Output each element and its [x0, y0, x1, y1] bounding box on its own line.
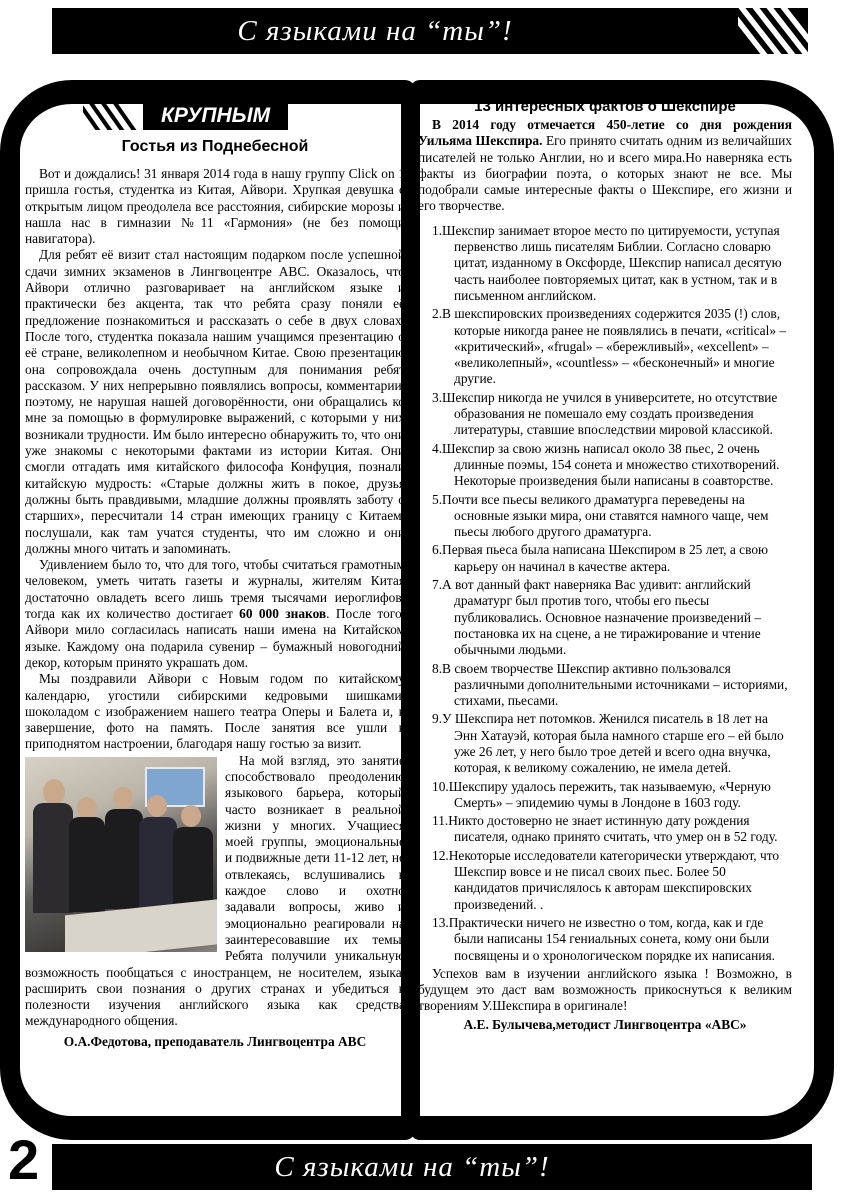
right-signature: А.Е. Булычева,методист Лингвоцентра «АВС» [463, 1016, 747, 1032]
list-item: 11.Никто достоверно не знает истинную дату рождения писателя, однако принято считать, что умер он в 52 году. [432, 813, 778, 845]
header-bar [52, 8, 808, 54]
article-paragraph: Для ребят её визит стал настоящим подарком после успешной сдачи зимних экзаменов в Лингвоцентре АВС. Оказалось, что Айвори отлично разговаривает на английском языке и практически без акцента, так что ребята сразу поняли её предложение познакомиться и рассказать о себе в двух словах. После того, студентка показала нашим учащимся презентацию о её стране, великолепном и необычном Китае. Свою презентацию она сопровождала очень доступным для понимания ребят рассказом. У них непрерывно появлялись вопросы, комментарии, поэтому, не нарушая нашей договорённости, они обращались ко мне за помощью в формулировке выражений, с которыми у них возникали трудности. Им было интересно обнаружить то, что они уже знакомы с некоторыми фактами из истории Китая. Они смогли отгадать имя китайского философа Конфуция, познали китайскую мудрость: «Старые должны жить в покое, друзья должны быть правдивыми, младшие должны проявлять заботу о старших», пересчитали 14 стран имеющих границу с Китаем, послушали, как там учатся студенты, что им сложно и они должны много читать и запоминать. [25, 247, 405, 556]
list-item: 13.Практически ничего не известно о том, когда, как и где были написаны 154 гениальных сонета, кому они были посвящены и о хронологическом порядке их написания. [432, 914, 775, 963]
footer-bar [52, 1144, 812, 1190]
facts-list [418, 223, 792, 964]
list-item: 1.Шекспир занимает второе место по цитируемости, уступая первенство лишь писателям Библии. Согласно словарю цитат, изданному в Оксфорде, Шекспир написал десятую часть наиболее повторяемых цитат, как в устном, так и в письменном английском. [432, 222, 782, 303]
person-body [33, 803, 73, 913]
rubric [25, 102, 405, 132]
list-item: 8.В своем творчестве Шекспир активно пользовался различными дополнительными источниками – историями, стихами, пьесами. [432, 660, 788, 709]
list-item: 12.Некоторые исследователи категорически утверждают, что Шекспир вовсе и не писал своих пьес. Более 50 кандидатов причислялось к авторам шекспировских произведений. . [432, 847, 780, 912]
list-item: 4.Шекспир за свою жизнь написал около 38 пьес, 2 очень длинные поэмы, 154 сонета и множество стихотворений. Некоторые произведения были написаны в соавторстве. [432, 440, 780, 489]
footer-title: С языками на “ты”! [274, 1151, 550, 1183]
article-paragraph: Мы поздравили Айвори с Новым годом по китайскому календарю, угостили сибирскими кедровыми шишками, шоколадом с изображением нашего театра Оперы и Балета и, в завершение, фото на память. После занятия все ушли в приподнятом настроении, благодаря нашу гостью за визит. [25, 671, 405, 752]
left-article-title: Гостья из Поднебесной [121, 138, 309, 155]
para3-text-end: . После того, Айвори мило согласилась написать наши имена на Китайском языке. Каждому она подарила сувенир – бумажный новогодний декор, которым принято украшать дом. [25, 606, 405, 670]
left-article [25, 102, 405, 1050]
para3-bold: 60 000 знаков [239, 606, 327, 622]
intro-bold: В 2014 году отмечается 450-летие со дня рождения Уильяма Шекспира. [418, 117, 792, 149]
article-paragraph: Вот и дождались! 31 января 2014 года в нашу группу Click on 1 пришла гостья, студентка из Китая, Айвори. Хрупкая девушка с открытым лицом преодолела все расстояния, сибирские морозы и нашла нас в гимназии №11 «Гармония» (не без помощи навигатора). [25, 166, 405, 247]
list-item: 7.А вот данный факт наверняка Вас удивит: английский драматург был против того, чтобы его пьесы публиковались. Основное назначение произведений – постановка их на сцене, а не тиражирование и чтение обычными людьми. [432, 577, 762, 658]
stripes-decoration [738, 8, 808, 54]
person-head [77, 797, 97, 819]
article-paragraph: На мой взгляд, это занятие способствовало преодолению языкового барьера, который часто возникает в реальной жизни у многих. Учащиеся моей группы, эмоциональные и подвижные дети 11-12 лет, не отвлекаясь, вслушивались в каждое слово и охотно задавали вопросы, живо и эмоционально реагировали на заинтересовавшие их темы. Ребята получили уникальную возможность пообщаться с иностранцем, не носителем, языка, расширить свои познания о других странах и убедиться в полезности изучения английского языка как средства международного общения. [25, 752, 405, 1029]
article-paragraph [25, 557, 405, 671]
person-body [173, 827, 213, 912]
right-article [418, 98, 792, 1033]
person-head [113, 787, 133, 809]
list-item: 3.Шекспир никогда не учился в университете, но отсутствие образования не помешало ему создать произведения литературы, ставшие впоследствии мировой классикой. [432, 389, 778, 438]
person-head [43, 779, 65, 805]
outro-paragraph: Успехов вам в изучении английского языка ! Возможно, в будущем это даст вам возможность прикоснуться к великим творениям У.Шекспира в оригинале! [418, 965, 792, 1014]
rubric-stripes-decoration [83, 104, 143, 130]
list-item: 5.Почти все пьесы великого драматурга переведены на основные языки мира, они ставятся намного чаще, чем пьесы любого другого драматурга. [432, 491, 769, 540]
intro-text: Его принято считать одним из величайших писателей не только Англии, но и всего мира.Но наверняка есть факты из биографии поэта, о которых знают не все. Мы подобрали самые интересные факты о Шекспире, его жизни и его творчестве. [418, 133, 792, 214]
rubric-label: КРУПНЫМ [143, 102, 288, 130]
intro-paragraph [418, 117, 792, 215]
list-item: 6.Первая пьеса была написана Шекспиром в 25 лет, а свою карьеру он начинал в качестве актера. [432, 542, 769, 574]
left-signature: О.А.Федотова, преподаватель Лингвоцентра АВС [63, 1033, 367, 1049]
list-item: 9.У Шекспира нет потомков. Женился писатель в 18 лет на Энн Хатауэй, которая была намного старше его – ей было уже 26 лет, у него было трое детей и всего одна внучка, которая, к великому сожалению, не имела детей. [432, 711, 784, 776]
header-title: С языками на “ты”! [237, 15, 513, 47]
person-body [139, 817, 177, 912]
person-head [181, 805, 201, 827]
person-body [69, 817, 105, 912]
person-body [105, 809, 143, 909]
page-number: 2 [8, 1128, 40, 1191]
para3-text: Удивлением было то, что для того, чтобы считаться грамотным человеком, уметь читать газеты и журналы, жителям Китая достаточно овладеть всего лишь тремя тысячами иероглифов, тогда как их количество достигает [25, 557, 405, 622]
class-photo [25, 757, 217, 952]
list-item: 10.Шекспиру удалось пережить, так называемую, «Черную Смерть» – эпидемию чумы в Лондоне в 1603 году. [432, 778, 771, 810]
right-article-title: 13 интересных фактов о Шекспире [474, 98, 736, 115]
list-item: 2.В шекспировских произведениях содержится 2035 (!) слов, которые никогда ранее не появлялись в печати, «critical» – «критический», «frugal» – «бережливый», «excellent» – «великолепный», «countless» – «бесконечный» и многие другие. [432, 306, 787, 387]
person-head [147, 795, 167, 817]
